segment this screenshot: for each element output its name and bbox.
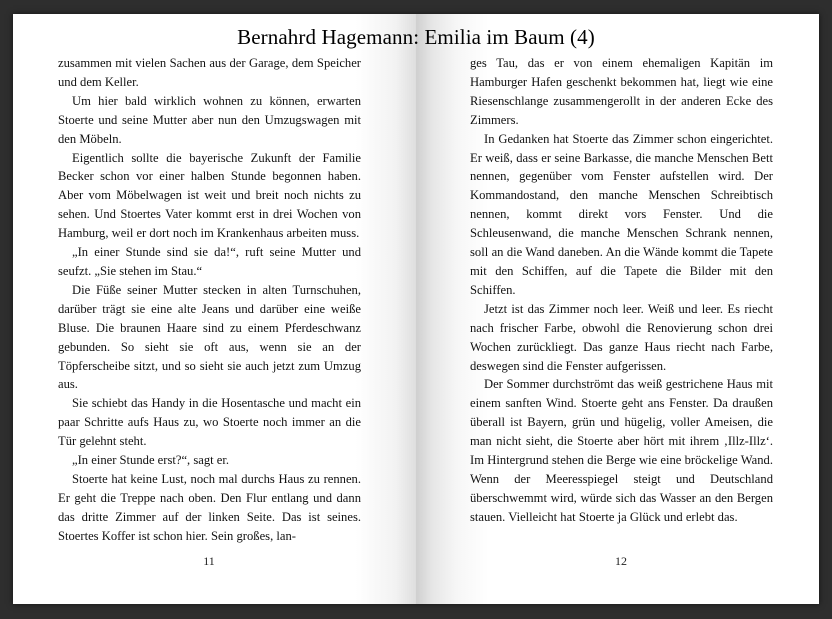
paragraph: ges Tau, das er von einem ehemaligen Kapitän im Hamburger Hafen geschenkt bekommen hat, liegt wie eine Riesenschlange zusammengerollt in der anderen Ecke des Zimmers.: [470, 56, 773, 127]
open-book: [13, 14, 819, 604]
paragraph: Um hier bald wirklich wohnen zu können, erwarten Stoerte und seine Mutter aber nun den Umzugswagen mit den Möbeln.: [58, 93, 361, 146]
paragraph: „In einer Stunde sind sie da!“, ruft seine Mutter und seufzt. „Sie stehen im Stau.“: [58, 245, 361, 278]
left-page-text: [58, 54, 361, 546]
page-title: Bernahrd Hagemann: Emilia im Baum (4): [237, 25, 595, 49]
right-page-text: [470, 54, 773, 527]
paragraph: Die Füße seiner Mutter stecken in alten Turnschuhen, darüber trägt sie eine alte Jeans und darüber eine weiße Bluse. Die braunen Haare sind zu einem Pferdeschwanz gebunden. So sieht sie oft aus, wenn sie an der Töpferscheibe sitzt, und so sieht sie auch jetzt zum Umzug aus.: [58, 282, 361, 392]
page-number-left: 11: [203, 554, 215, 568]
paragraph: zusammen mit vielen Sachen aus der Garage, dem Speicher und dem Keller.: [58, 56, 361, 89]
paragraph: Stoerte hat keine Lust, noch mal durchs Haus zu rennen. Er geht die Treppe nach oben. Den Flur entlang und dann das dritte Zimmer auf der linken Seite. Das ist seines. Stoertes Koffer ist schon hier. Sein großes, lan-: [58, 471, 361, 543]
paragraph: In Gedanken hat Stoerte das Zimmer schon eingerichtet. Er weiß, dass er seine Barkasse, die manche Menschen Bett nennen, gegenüber vom Fenster aufstellen wird. Der Kommandostand, den manche Menschen Schreibtisch nennen, kommt direkt vors Fenster. Und die Schleusenwand, die manche Menschen Schrank nennen, soll an die Wand daneben. An die Wände kommt die Tapete mit den Schiffen, auf die Tapete die Bilder mit den Schiffen.: [470, 131, 773, 297]
paragraph: Jetzt ist das Zimmer noch leer. Weiß und leer. Es riecht nach frischer Farbe, obwohl die Renovierung schon drei Wochen zurückliegt. Das ganze Haus riecht nach Farbe, deswegen sind die Fenster aufgerissen.: [470, 301, 773, 373]
paragraph: Sie schiebt das Handy in die Hosentasche und macht ein paar Schritte aufs Haus zu, wo Stoerte noch immer an die Tür gelehnt steht.: [58, 396, 361, 449]
paragraph: Eigentlich sollte die bayerische Zukunft der Familie Becker schon vor einer halben Stunde begonnen haben. Aber vom Möbelwagen ist weit und breit noch nichts zu sehen. Und Stoertes Vater kommt erst in drei Wochen von Hamburg, weil er dort noch im Krankenhaus arbeiten muss.: [58, 150, 361, 241]
page-number-right: 12: [615, 554, 627, 568]
paragraph: Der Sommer durchströmt das weiß gestrichene Haus mit einem sanften Wind. Stoerte geht ans Fenster. Da draußen überall ist Bayern, grün und hügelig, voller Ameisen, die man nicht sieht, die Stoerte aber hört mit ihrem ‚Illz-Illz‘. Im Hintergrund stehen die Berge wie eine bröckelige Wand. Wenn der Meeresspiegel steigt und Deutschland überschwemmt wird, würde sich das Wasser an den Bergen stauen. Vielleicht hat Stoerte ja Glück und erlebt das.: [470, 377, 773, 524]
paragraph: „In einer Stunde erst?“, sagt er.: [72, 453, 230, 468]
